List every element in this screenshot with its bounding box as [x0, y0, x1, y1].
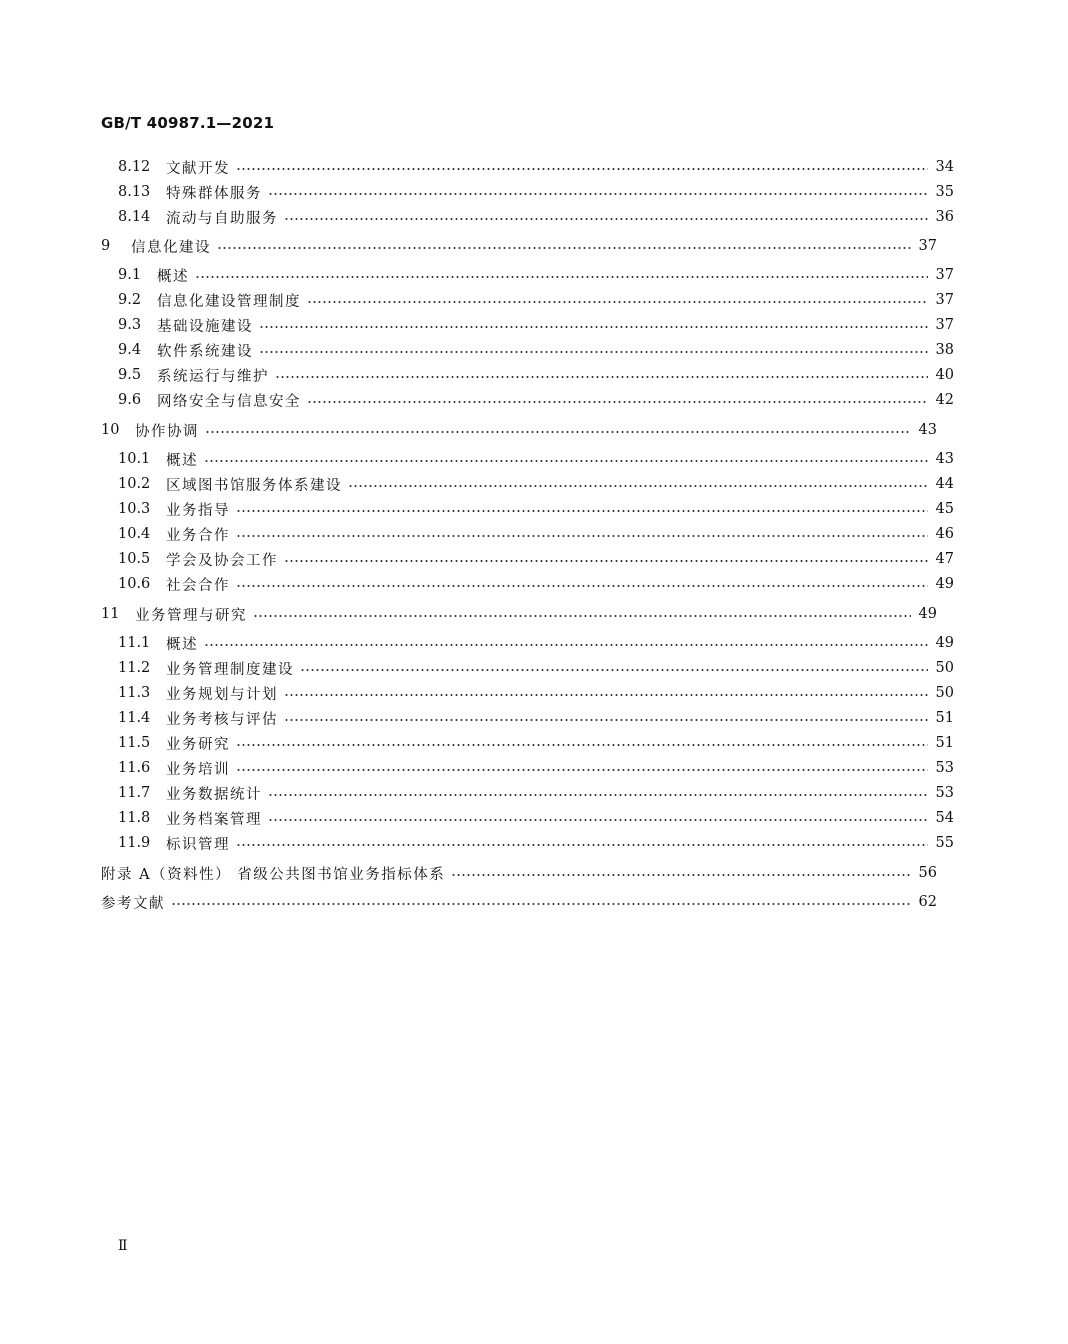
- toc-entry-title: 概述: [166, 636, 198, 653]
- toc-dot-leader: [205, 428, 911, 436]
- toc-dot-leader: [307, 298, 928, 306]
- toc-entry-title: 业务管理与研究: [135, 607, 247, 624]
- toc-entry-title: 标识管理: [166, 836, 230, 853]
- toc-entry[interactable]: [0, 757, 1068, 779]
- toc-entry[interactable]: [0, 419, 1051, 441]
- toc-entry-number: 11.6: [118, 760, 151, 776]
- toc-dot-leader: [236, 741, 928, 749]
- toc-dot-leader: [348, 482, 928, 490]
- toc-dot-leader: [204, 641, 928, 649]
- toc-entry-number: 11.1: [118, 635, 151, 651]
- toc-entry-title: 概述: [157, 268, 189, 285]
- toc-entry[interactable]: [0, 707, 1068, 729]
- toc-entry-title: 区域图书馆服务体系建设: [166, 477, 342, 494]
- toc-entry[interactable]: [0, 473, 1068, 495]
- toc-entry-title: 特殊群体服务: [166, 185, 262, 202]
- toc-entry[interactable]: [0, 657, 1068, 679]
- toc-dot-leader: [217, 244, 911, 252]
- toc-entry-title: 业务规划与计划: [166, 686, 278, 703]
- toc-entry-page: 49: [918, 606, 937, 622]
- toc-dot-leader: [259, 323, 928, 331]
- toc-dot-leader: [236, 507, 928, 515]
- toc-entry-number: 10.1: [118, 451, 151, 467]
- toc-entry[interactable]: [0, 603, 1051, 625]
- toc-entry-title: 信息化建设管理制度: [157, 293, 301, 310]
- standard-code: GB/T 40987.1—2021: [101, 114, 275, 132]
- toc-dot-leader: [268, 190, 928, 198]
- toc-entry-page: 38: [935, 342, 954, 358]
- toc-entry[interactable]: [0, 832, 1068, 854]
- toc-entry-title: 业务档案管理: [166, 811, 262, 828]
- toc-entry-page: 37: [935, 267, 954, 283]
- toc-entry-number: 11.2: [118, 660, 151, 676]
- toc-entry[interactable]: [0, 523, 1068, 545]
- toc-dot-leader: [195, 273, 928, 281]
- toc-entry-page: 56: [918, 865, 937, 881]
- toc-dot-leader: [253, 612, 911, 620]
- toc-dot-leader: [204, 457, 928, 465]
- toc-entry-page: 42: [935, 392, 954, 408]
- toc-entry-page: 62: [918, 894, 937, 910]
- toc-entry-number: 10.3: [118, 501, 151, 517]
- toc-entry-page: 35: [935, 184, 954, 200]
- toc-entry-page: 51: [935, 735, 954, 751]
- toc-entry-title: 业务数据统计: [166, 786, 262, 803]
- toc-entry-number: 9.2: [118, 292, 142, 308]
- toc-entry-page: 43: [918, 422, 937, 438]
- toc-entry-page: 55: [935, 835, 954, 851]
- toc-entry-title: 业务研究: [166, 736, 230, 753]
- toc-entry[interactable]: [0, 782, 1068, 804]
- toc-entry-page: 49: [935, 635, 954, 651]
- toc-dot-leader: [275, 373, 928, 381]
- toc-dot-leader: [236, 841, 928, 849]
- toc-entry[interactable]: [0, 548, 1068, 570]
- toc-entry-appendix[interactable]: [0, 862, 1051, 884]
- toc-entry[interactable]: [0, 732, 1068, 754]
- toc-entry-title: 概述: [166, 452, 198, 469]
- toc-entry[interactable]: [0, 156, 1068, 178]
- toc-entry-title: 业务管理制度建设: [166, 661, 294, 678]
- toc-entry-page: 51: [935, 710, 954, 726]
- toc-entry-number: 11.4: [118, 710, 151, 726]
- toc-entry[interactable]: [0, 632, 1068, 654]
- toc-entry[interactable]: [0, 181, 1068, 203]
- toc-entry-number: 11.9: [118, 835, 151, 851]
- toc-entry-number: 11.5: [118, 735, 151, 751]
- toc-entry-page: 43: [935, 451, 954, 467]
- toc-entry-number: 10.5: [118, 551, 151, 567]
- toc-dot-leader: [259, 348, 928, 356]
- toc-dot-leader: [284, 557, 928, 565]
- toc-entry-title: 社会合作: [166, 577, 230, 594]
- toc-entry-number: 11: [101, 606, 120, 622]
- toc-entry-number: 9.5: [118, 367, 142, 383]
- toc-entry-number: 10.6: [118, 576, 151, 592]
- toc-entry-page: 49: [935, 576, 954, 592]
- toc-entry-title: 协作协调: [135, 423, 199, 440]
- toc-dot-leader: [236, 532, 928, 540]
- toc-entry-title: 附录 A（资料性） 省级公共图书馆业务指标体系: [101, 866, 446, 883]
- toc-entry-page: 36: [935, 209, 954, 225]
- toc-entry-number: 11.7: [118, 785, 151, 801]
- toc-entry[interactable]: [0, 314, 1068, 336]
- toc-entry-title: 网络安全与信息安全: [157, 393, 301, 410]
- toc-entry-references[interactable]: [0, 891, 1051, 913]
- toc-entry-title: 业务合作: [166, 527, 230, 544]
- toc-entry[interactable]: [0, 682, 1068, 704]
- toc-dot-leader: [236, 766, 928, 774]
- toc-dot-leader: [268, 816, 928, 824]
- toc-entry-page: 44: [935, 476, 954, 492]
- toc-entry-page: 34: [935, 159, 954, 175]
- page-number: Ⅱ: [118, 1238, 128, 1254]
- toc-entry-page: 47: [935, 551, 954, 567]
- toc-entry[interactable]: [0, 807, 1068, 829]
- toc-entry-page: 50: [935, 660, 954, 676]
- toc-entry-title: 系统运行与维护: [157, 368, 269, 385]
- toc-entry-number: 11.3: [118, 685, 151, 701]
- toc-entry-page: 53: [935, 760, 954, 776]
- toc-entry-page: 37: [918, 238, 937, 254]
- toc-entry-title: 学会及协会工作: [166, 552, 278, 569]
- toc-entry-page: 50: [935, 685, 954, 701]
- toc-dot-leader: [236, 582, 928, 590]
- toc-dot-leader: [268, 791, 928, 799]
- toc-entry-number: 9.6: [118, 392, 142, 408]
- toc-entry-title: 基础设施建设: [157, 318, 253, 335]
- toc-entry-page: 46: [935, 526, 954, 542]
- toc-dot-leader: [284, 716, 928, 724]
- toc-entry[interactable]: [0, 235, 1051, 257]
- toc-entry-title: 流动与自助服务: [166, 210, 278, 227]
- toc-dot-leader: [307, 398, 928, 406]
- toc-dot-leader: [284, 215, 928, 223]
- toc-entry[interactable]: [0, 339, 1068, 361]
- toc-entry-title: 业务指导: [166, 502, 230, 519]
- toc-entry-page: 45: [935, 501, 954, 517]
- toc-entry[interactable]: [0, 573, 1068, 595]
- toc-dot-leader: [451, 871, 911, 879]
- toc-entry-title: 信息化建设: [131, 239, 211, 256]
- toc-entry-number: 8.13: [118, 184, 151, 200]
- toc-entry[interactable]: [0, 206, 1068, 228]
- toc-entry-title: 文献开发: [166, 160, 230, 177]
- toc-entry-number: 9.4: [118, 342, 142, 358]
- toc-entry-title: 业务考核与评估: [166, 711, 278, 728]
- toc-entry-page: 37: [935, 317, 954, 333]
- toc-entry[interactable]: [0, 448, 1068, 470]
- toc-entry[interactable]: [0, 264, 1068, 286]
- toc-entry-number: 9: [101, 238, 111, 254]
- toc-entry-title: 参考文献: [101, 895, 165, 912]
- toc-entry-page: 37: [935, 292, 954, 308]
- toc-entry[interactable]: [0, 389, 1068, 411]
- toc-entry-page: 40: [935, 367, 954, 383]
- toc-entry-page: 54: [935, 810, 954, 826]
- toc-entry-number: 9.3: [118, 317, 142, 333]
- toc-dot-leader: [236, 165, 928, 173]
- toc-entry[interactable]: [0, 364, 1068, 386]
- toc-entry-number: 10.4: [118, 526, 151, 542]
- toc-entry-number: 8.14: [118, 209, 151, 225]
- toc-entry-title: 软件系统建设: [157, 343, 253, 360]
- toc-entry-page: 53: [935, 785, 954, 801]
- toc-dot-leader: [300, 666, 928, 674]
- toc-dot-leader: [171, 900, 911, 908]
- toc-entry-number: 8.12: [118, 159, 151, 175]
- toc-entry-number: 11.8: [118, 810, 151, 826]
- toc-dot-leader: [284, 691, 928, 699]
- toc-entry-number: 9.1: [118, 267, 142, 283]
- toc-entry-title: 业务培训: [166, 761, 230, 778]
- toc-entry-number: 10: [101, 422, 120, 438]
- toc-entry-number: 10.2: [118, 476, 151, 492]
- toc-entry[interactable]: [0, 289, 1068, 311]
- toc-entry[interactable]: [0, 498, 1068, 520]
